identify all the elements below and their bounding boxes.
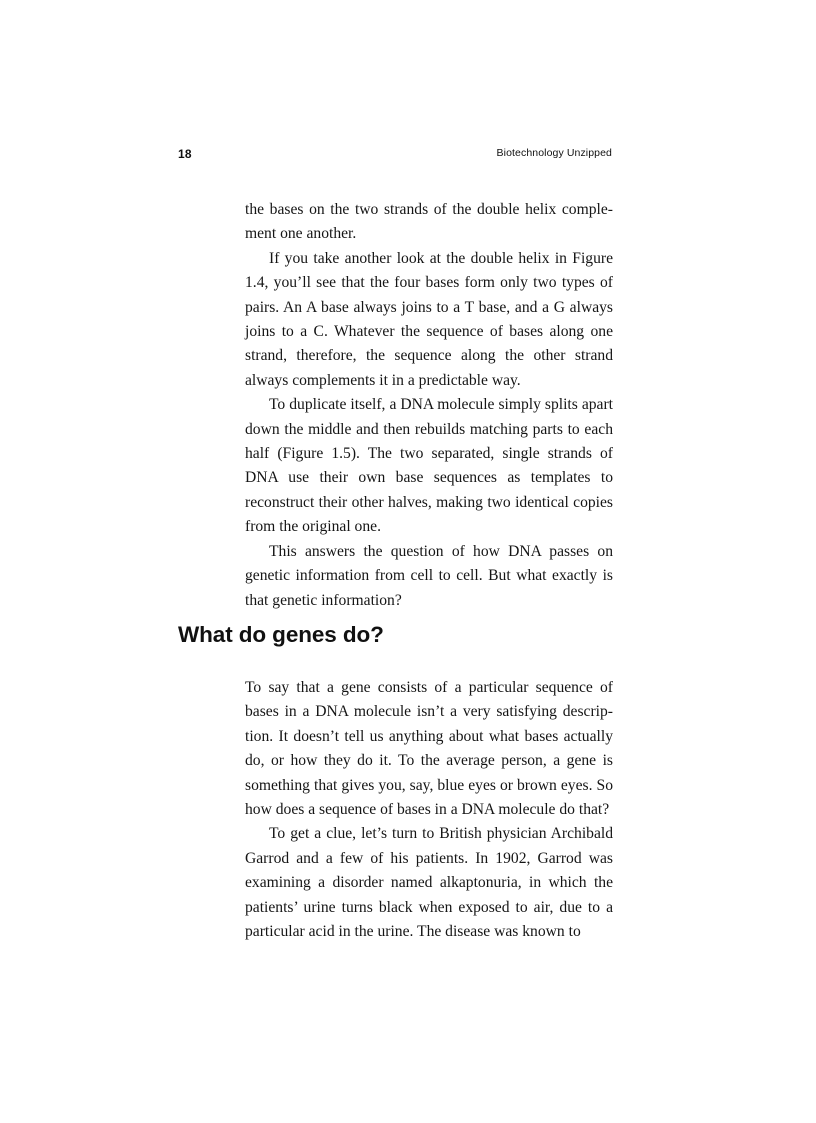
running-head-title: Biotechnology Unzipped xyxy=(496,147,612,159)
paragraph-continuation: the bases on the two strands of the double helix complement one another. xyxy=(245,201,613,243)
paragraph-gene-description: To say that a gene consists of a particular sequence of bases in a DNA molecule isn’t a very satisfying description. It doesn’t tell us anything about what bases actually do, or how they do it. To the average person, a gene is something that gives you, say, blue eyes or brown eyes. So how does a sequence of bases in a DNA molecule do that? xyxy=(245,679,613,819)
paragraph-garrod: To get a clue, let’s turn to British physician Archibald Garrod and a few of his patients. In 1902, Garrod was examining a disorder named alkaptonuria, in which the patients’ urine turns black when exposed to air, due to a particular acid in the urine. The disease was known to xyxy=(245,825,613,941)
body-text-top xyxy=(245,198,613,613)
paragraph-base-pairs: If you take another look at the double helix in Figure 1.4, you’ll see that the four bases form only two types of pairs. An A base always joins to a T base, and a G always joins to a C. Whatever the sequence of bases along one strand, therefore, the sequence along the other strand always complements it in a predictable way. xyxy=(245,249,613,389)
paragraph-duplication: To duplicate itself, a DNA molecule simply splits apart down the middle and then rebuilds matching parts to each half (Figure 1.5). The two separated, single strands of DNA use their own base sequences as templates to reconstruct their other halves, making two identical copies from the original one. xyxy=(245,396,613,536)
page-number: 18 xyxy=(178,147,192,161)
paragraph-genetic-information: This answers the question of how DNA passes on genetic information from cell to cell. But what exactly is that genetic information? xyxy=(245,542,613,609)
section-heading: What do genes do? xyxy=(178,622,384,647)
running-head xyxy=(178,147,612,163)
body-text-section xyxy=(245,676,613,944)
